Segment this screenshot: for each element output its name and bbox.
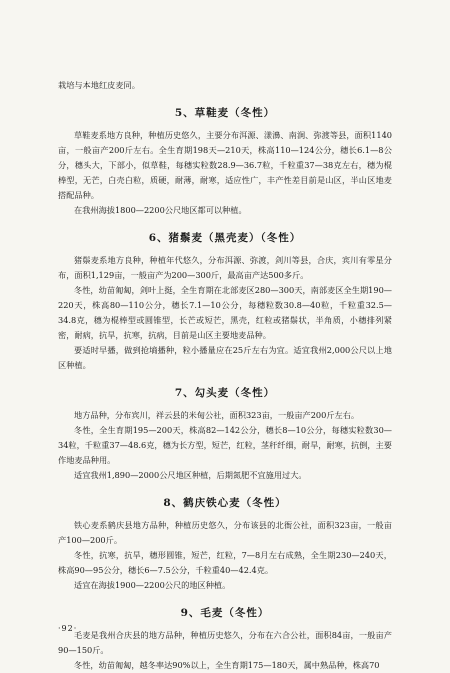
paragraph: 在我州海拔1800—2200公尺地区都可以种植。 — [74, 205, 247, 215]
paragraph: 适宜在海拔1900—2200公尺的地区种植。 — [74, 580, 231, 590]
paragraph: 适宜我州1,890—2000公尺地区种植，后期氮肥不宜施用过大。 — [74, 470, 307, 480]
section-heading: 5、草鞋麦（冬性） — [174, 107, 276, 119]
paragraph: 铁心麦系鹤庆县地方品种，种植历史悠久，分布该县的北衙公社，面积323亩，一般亩产100—200斤。 — [58, 520, 392, 545]
page-number: ·92· — [58, 624, 78, 633]
paragraph: 冬性，全生育期195—200天，株高82—142公分，穗长8—10公分，每穗实粒数30—34粒，千粒重37—48.6克，穗为长方型，短芒，红粒，茎秆纤细，耐旱，耐寒，抗倒，主要作地麦品种用。 — [58, 425, 392, 465]
paragraph: 冬性，幼苗匍匐，剑叶上挺，全生育期在北部麦区280—300天，南部麦区全生期190—220天，株高80—110公分，穗长7.1—10公分，每穗粒数30.8—40粒，千粒重32.5—34.8克，穗为棍棒型或圆锥型，长芒或短芒，黑壳，红粒或猪鬃状，半角质，小穗排列紧密，耐病，抗旱，抗寒，抗病，目前是山区主要地麦品种。 — [58, 285, 392, 340]
section-heading: 6、猪鬃麦（黑壳麦）（冬性） — [148, 232, 302, 244]
paragraph: 要适时早播，做到抢墒播种，粒小播量应在25斤左右为宜。适宜我州2,000公尺以上地区种植。 — [58, 345, 392, 370]
paragraph: 草鞋麦系地方良种，种植历史悠久，主要分布洱源、漾濞、南涧、弥渡等县，面积1140亩，一般亩产200斤左右。全生育期198天—210天，株高110—124公分，穗长6.1—8公分，穗头大，下部小，似草鞋，每穗实粒数28.9—36.7粒，千粒重37—38克左右，穗为棍棒型，无芒，白壳白粒，质硬，耐薄，耐寒，适应性广，丰产性差目前是山区，半山区地麦搭配品种。 — [58, 130, 392, 200]
paragraph: 地方品种，分布宾川，祥云县的米甸公社，面积323亩，一般亩产200斤左右。 — [74, 410, 360, 420]
section-heading: 9、毛麦（冬性） — [180, 607, 270, 619]
section-6 — [58, 230, 392, 373]
paragraph: 冬性，抗寒，抗旱，穗形圆锥，短芒，红粒，7—8月左右成熟，全生期230—240天，株高90—95公分，穗长6—7.5公分，千粒重40—42.4克。 — [58, 550, 392, 575]
section-5 — [58, 105, 392, 218]
section-heading: 8、鹤庆铁心麦（冬性） — [163, 497, 287, 509]
section-9 — [58, 605, 392, 673]
section-7 — [58, 385, 392, 483]
paragraph: 猪鬃麦系地方良种，种植年代悠久，分布洱源、弥渡，剑川等县，合庆，宾川有零星分布，面积1,129亩，一般亩产为200—300斤，最高亩产达500多斤。 — [58, 255, 392, 280]
intro-line: 栽培与本地红皮麦同。 — [58, 80, 140, 90]
paragraph: 冬性，幼苗匍匐，越冬率达90%以上，全生育期175—180天，属中熟品种，株高70 — [74, 660, 380, 670]
section-8 — [58, 495, 392, 593]
section-heading: 7、勾头麦（冬性） — [174, 387, 276, 399]
paragraph: 毛麦是我州合庆县的地方品种，种植历史悠久，分布在六合公社，面积84亩，一般亩产90—150斤。 — [58, 630, 392, 655]
